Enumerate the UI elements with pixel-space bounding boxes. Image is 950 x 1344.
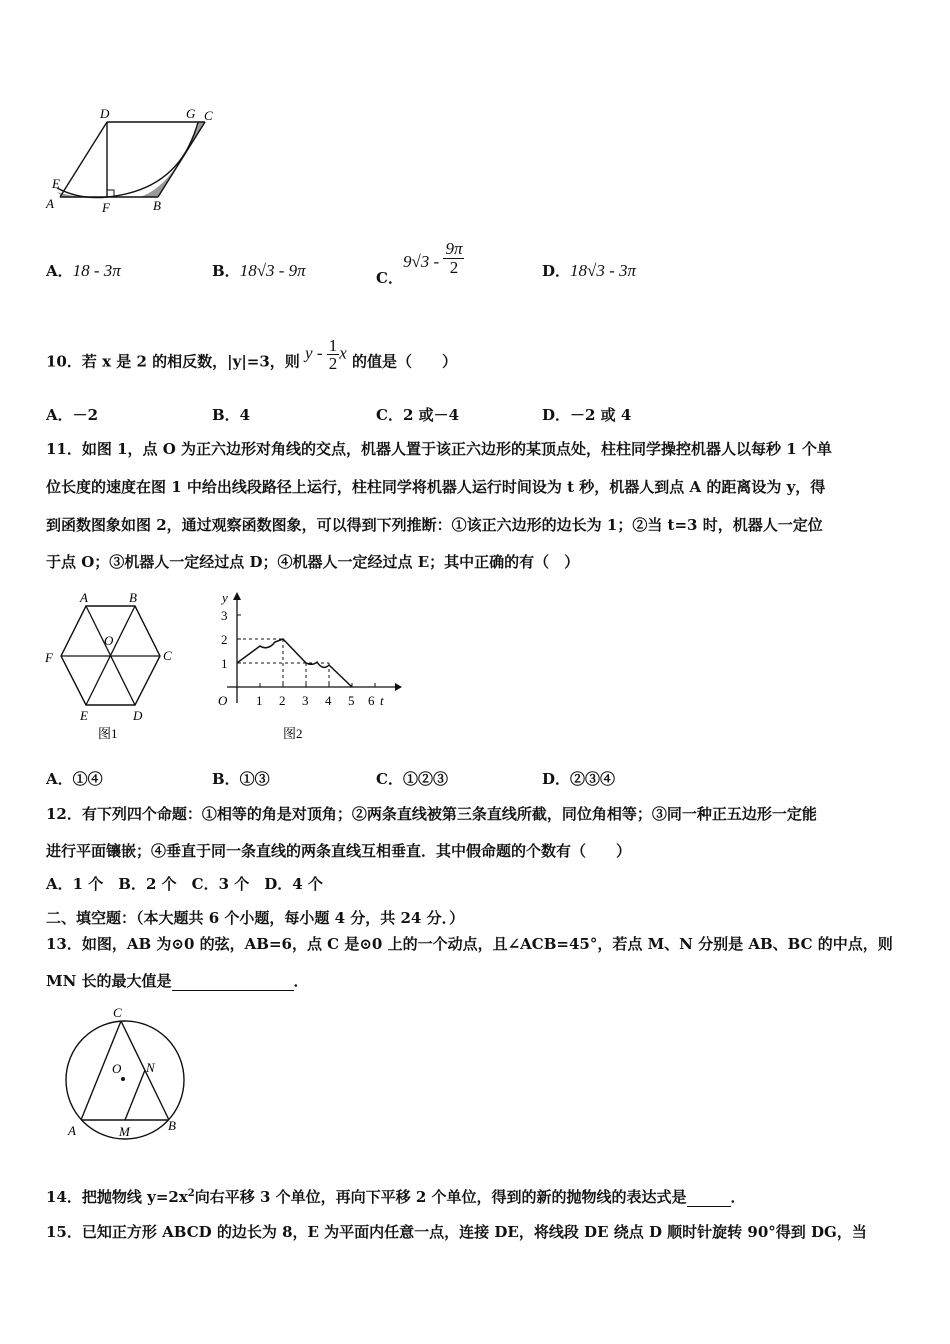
q11-graph-y-label: y [222,590,228,605]
q13-center-dot [121,1077,125,1081]
q10-fraction [327,337,340,372]
q11-graph-origin-label: O [218,693,228,708]
q11-graph-x-tick-6: 6 [368,693,375,708]
q13-label-O: O [112,1061,122,1076]
q11-hex-label-O: O [104,633,114,648]
q13-label-C: C [113,1005,122,1020]
q11-graph-x-tick-4: 4 [325,693,332,708]
q13-label-B: B [168,1118,176,1133]
q11-stem-line-1: 11．如图 1，点 O 为正六边形对角线的交点，机器人置于该正六边形的某顶点处，柱柱同学操控机器人以每秒 1 个单 [46,440,832,458]
q12-options[interactable]: A．1 个 B．2 个 C．3 个 D．4 个 [46,875,323,893]
q9-label-G: G [186,106,196,121]
q14-stem-post: 向右平移 3 个单位，再向下平移 2 个单位，得到的新的抛物线的表达式是 [194,1188,687,1206]
q9-label-E: E [52,176,60,191]
q13-segment-mn [125,1070,145,1120]
q10-stem [46,336,458,380]
q15-stem-line-1: 15．已知正方形 ABCD 的边长为 8，E 为平面内任意一点，连接 DE，将线段 DE 绕点 D 顺时针旋转 90°得到 DG，当 [46,1223,867,1241]
q9-option-c-expr: 9√3 - [402,251,444,271]
q11-graph-y-tick-1: 1 [221,656,228,671]
q14-stem [46,1186,746,1207]
q9-option-c-frac-num: 9π [445,239,463,258]
q13-label-M: M [119,1124,130,1139]
q10-math-x: x [339,343,347,363]
q9-edge-ad [60,122,107,197]
q10-option-c[interactable]: C．2 或－4 [376,406,460,424]
q11-graph-y-tick-3: 3 [221,608,228,623]
q11-graph-x-tick-3: 3 [302,693,309,708]
q10-expression [305,337,347,372]
q11-hex-label-C: C [163,648,172,663]
q11-graph-x-tick-1: 1 [256,693,263,708]
q9-option-b-expr: 18√3 - 9π [239,261,306,280]
q14-exponent: 2 [187,1188,195,1199]
q9-label-C: C [204,108,213,123]
q9-option-d-letter: D． [542,262,571,280]
q13-stem-line-2-end: ． [293,972,309,990]
q9-option-a[interactable] [46,260,121,281]
q14-stem-pre: 14．把抛物线 y=2x [46,1188,188,1206]
q11-graph-x-tick-2: 2 [279,693,286,708]
q9-option-d[interactable] [542,260,636,281]
q13-circle [66,1021,184,1139]
q13-stem-line-2 [46,970,309,991]
q11-option-d[interactable]: D．②③④ [542,770,616,788]
q13-answer-blank[interactable] [172,972,294,991]
q12-stem-line-1: 12．有下列四个命题：①相等的角是对顶角；②两条直线被第三条直线所截，同位角相等；③同一种正五边形一定能 [46,805,817,823]
q13-stem-line-1: 13．如图，AB 为⊙0 的弦，AB=6，点 C 是⊙0 上的一个动点，且∠ACB=45°，若点 M、N 分别是 AB、BC 的中点，则 [46,935,893,953]
q10-frac-num: 1 [328,336,338,355]
q11-graph-y-arrow [233,592,241,600]
q11-graph-x-tick-5: 5 [348,693,355,708]
q14-stem-end: ． [730,1188,746,1206]
q9-figure [40,100,230,220]
q9-arc [57,122,198,198]
q9-label-D: D [100,106,110,121]
q9-label-F: F [102,200,110,215]
q10-stem-post: 的值是（ ） [352,352,458,371]
q11-fig2-caption: 图2 [283,726,303,741]
q9-option-a-expr: 18 - 3π [72,261,121,280]
q11-fig1-caption: 图1 [98,726,118,741]
q9-option-c[interactable] [376,239,464,287]
q9-option-b[interactable] [212,260,306,281]
q11-hex-label-E: E [80,708,88,723]
q9-option-c-fraction [443,240,464,277]
q11-hex-label-B: B [129,590,137,605]
q10-option-b[interactable]: B．4 [212,406,251,424]
q11-option-b[interactable]: B．①③ [212,770,270,788]
q11-graph-y-tick-2: 2 [221,632,228,647]
q9-option-c-frac-den: 2 [449,258,459,277]
q11-option-a[interactable]: A．①④ [46,770,103,788]
q11-graph-x-arrow [395,683,402,691]
q11-option-c[interactable]: C．①②③ [376,770,448,788]
q9-label-A: A [46,196,54,211]
q14-answer-blank[interactable] [687,1188,731,1207]
q10-frac-den: 2 [328,354,338,373]
q11-stem-line-2: 位长度的速度在图 1 中给出线段路径上运行，柱柱同学将机器人运行时间设为 t 秒，机器人到点 A 的距离设为 y，得 [46,478,826,496]
q13-label-N: N [146,1060,155,1075]
q9-option-b-letter: B． [212,262,240,280]
q11-graph-figure [205,588,405,748]
q10-math-y: y [305,343,313,363]
q11-stem-line-4: 于点 O；③机器人一定经过点 D；④机器人一定经过点 E；其中正确的有（ ） [46,553,580,571]
q12-stem-line-2: 进行平面镶嵌；④垂直于同一条直线的两条直线互相垂直．其中假命题的个数有（ ） [46,842,632,860]
q11-hexagon-figure [40,588,190,748]
q11-stem-line-3: 到函数图象如图 2，通过观察函数图象，可以得到下列推断：①该正六边形的边长为 1；②当 t=3 时，机器人一定位 [46,516,823,534]
q13-stem-line-2-text: MN 长的最大值是 [46,972,172,990]
q11-graph-curve [237,639,352,687]
q10-option-a[interactable]: A．－2 [46,406,99,424]
q11-hex-label-D: D [133,708,143,723]
q11-hex-label-F: F [45,650,53,665]
q9-option-a-letter: A． [46,262,73,280]
q11-graph-x-label: t [380,693,384,708]
q9-label-B: B [153,198,161,213]
q13-circle-figure [55,1000,195,1145]
q10-stem-pre: 10．若 x 是 2 的相反数，|y|=3，则 [46,352,300,371]
q9-option-c-letter: C． [376,268,403,287]
q11-hex-label-A: A [80,590,88,605]
section-2-heading: 二、填空题：（本大题共 6 个小题，每小题 4 分，共 24 分．） [46,909,465,927]
q10-option-d[interactable]: D．－2 或 4 [542,406,632,424]
q10-math-minus: - [312,343,327,363]
q13-label-A: A [68,1123,76,1138]
q9-option-d-expr: 18√3 - 3π [570,261,637,280]
